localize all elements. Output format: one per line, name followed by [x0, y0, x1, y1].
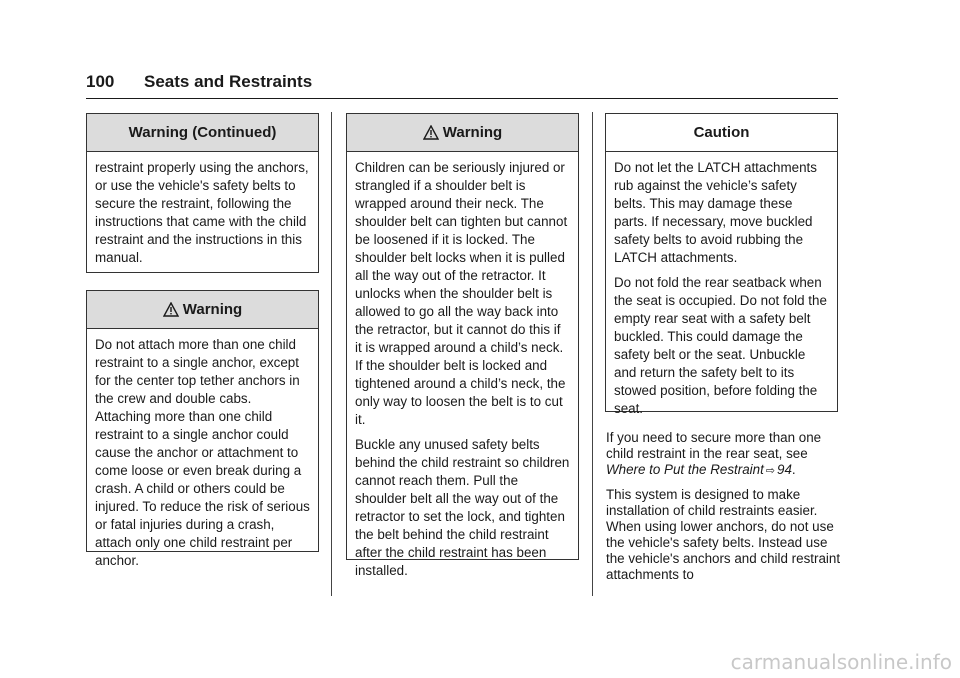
warning-anchor-box [86, 290, 319, 568]
warning-continued-text: restraint properly using the anchors, or use the vehicle's safety belts to secure the restraint, following the instructions that came with the child restraint and the instructions in this manual. [95, 160, 309, 265]
warning-continued-title: Warning (Continued) [87, 114, 318, 152]
caution-box [605, 113, 838, 416]
warning-neck-box [346, 113, 579, 578]
warning-neck-title: Warning [442, 124, 503, 141]
warning-triangle-icon [163, 302, 179, 317]
caution-para-2: Do not fold the rear seatback when the seat is occupied. Do not fold the empty rear seat with a safety belt buckled. This could damage the safety belt or the seat. Unbuckle and return the safety belt to its stowed position, before folding the seat. [614, 275, 827, 416]
warning-neck-header [347, 114, 578, 152]
body-para-1 [606, 430, 842, 479]
warning-continued-box [86, 113, 319, 273]
page-ref-arrow-icon: ⇨ [765, 465, 776, 477]
cross-reference-link[interactable]: Where to Put the Restraint [606, 462, 764, 477]
body-para-1-lead: If you need to secure more than one child restraint in the rear seat, see [606, 430, 822, 461]
caution-title: Caution [606, 114, 837, 152]
caution-para-1: Do not let the LATCH attachments rub against the vehicle’s safety belts. This may damage these parts. If necessary, move buckled safety belts to avoid rubbing the LATCH attachments. [614, 160, 817, 265]
warning-anchor-title: Warning [182, 301, 243, 318]
warning-anchor-text: Do not attach more than one child restraint to a single anchor, except for the center top tether anchors in the crew and double cabs. Attaching more than one child restraint to a single anchor could cause the anchor or attachment to come loose or even break during a crash. A child or others could be injured. To reduce the risk of serious or fatal injuries during a crash, attach only one child restraint per anchor. [95, 337, 310, 568]
body-para-2: This system is designed to make installation of child restraints easier. When using lower anchors, do not use the vehicle's safety belts. Instead use the vehicle's anchors and child restraint attachments to [606, 487, 841, 582]
body-text [606, 430, 842, 591]
warning-triangle-icon [423, 125, 439, 140]
cross-reference-page[interactable]: 94 [777, 462, 792, 477]
section-title: Seats and Restraints [144, 72, 313, 91]
body-para-1-end: . [791, 462, 796, 477]
column-divider-2 [592, 112, 593, 596]
warning-neck-para-1: Children can be seriously injured or strangled if a shoulder belt is wrapped around their neck. The shoulder belt can tighten but cannot be loosened if it is locked. The shoulder belt locks when it is pulled all the way out of the retractor. It unlocks when the shoulder belt is allowed to go all the way back into the retractor, but it cannot do this if it is wrapped around a child’s neck. If the shoulder belt is locked and tightened around a child’s neck, the only way to loosen the belt is to cut it. [355, 160, 568, 427]
warning-anchor-header [87, 291, 318, 329]
page-number: 100 [86, 72, 115, 91]
warning-neck-para-2: Buckle any unused safety belts behind the child restraint so children cannot reach them. Pull the shoulder belt all the way out of the retractor to set the lock, and tighten the belt behind the child restraint after the child restraint has been installed. [355, 437, 570, 578]
column-divider-1 [331, 112, 332, 596]
watermark: carmanualsonline.info [730, 650, 952, 674]
page-header [86, 70, 838, 99]
